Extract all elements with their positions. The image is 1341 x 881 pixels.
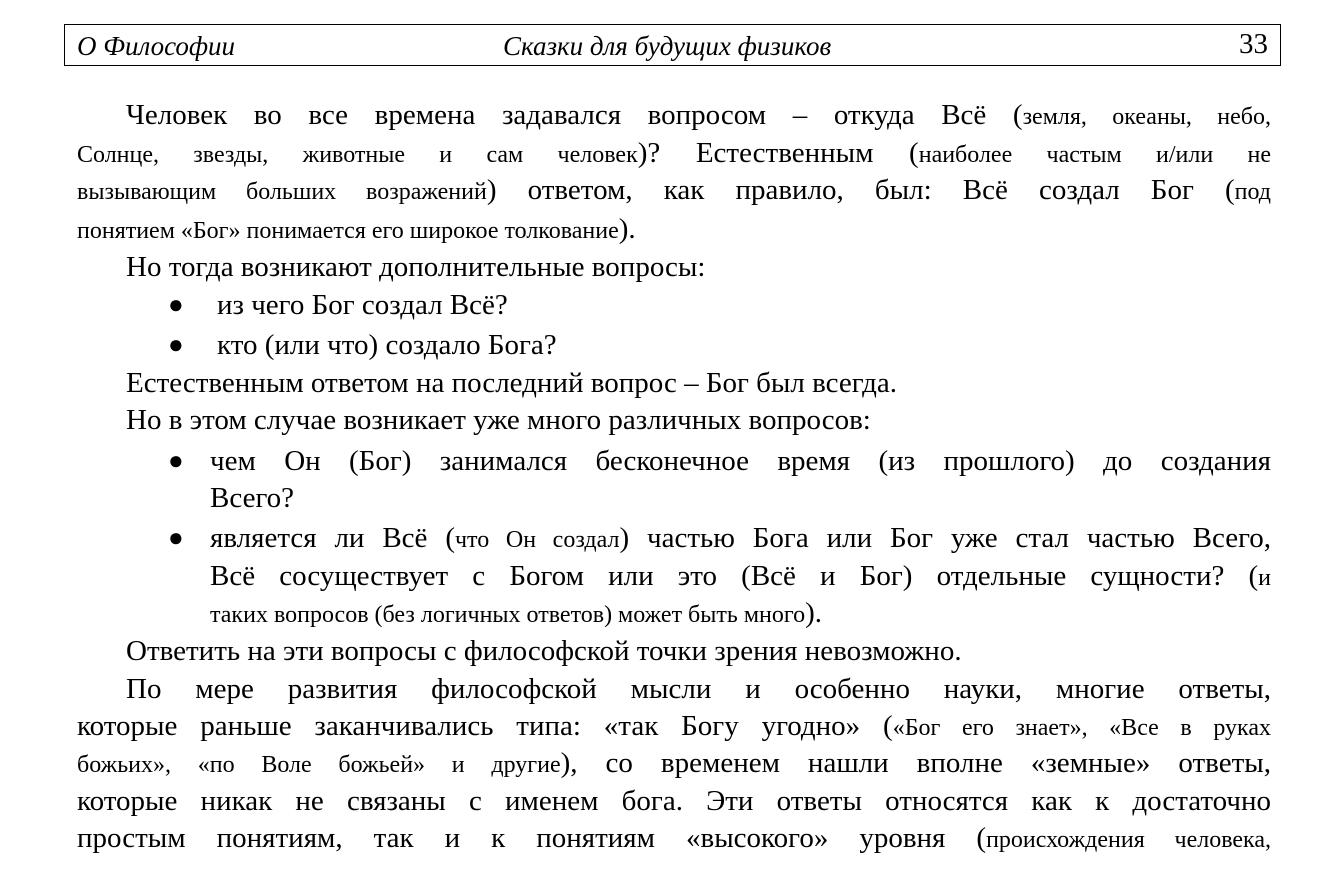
header-chapter-title: О Философии bbox=[77, 31, 236, 61]
para1-line2: Солнце, звезды, животные и сам человек)? Естественным (наиболее частым и/или не bbox=[77, 137, 1271, 169]
para6-line5: простым понятиям, так и к понятиям «высокого» уровня (происхождения человека, bbox=[77, 822, 1271, 854]
bullet2-item2-line1: является ли Всё (что Он создал) частью Бога или Бог уже стал частью Всего, bbox=[210, 522, 1271, 554]
para5: Ответить на эти вопросы с философской точки зрения невозможно. bbox=[126, 635, 962, 667]
bullet2-item1-line1: чем Он (Бог) занимался бесконечное время (из прошлого) до создания bbox=[210, 445, 1271, 477]
bullet1-item2: кто (или что) создало Бога? bbox=[217, 329, 557, 361]
para2: Но тогда возникают дополнительные вопросы: bbox=[126, 251, 706, 283]
para6-line2: которые раньше заканчивались типа: «так Богу угодно» («Бог его знает», «Все в руках bbox=[77, 710, 1271, 742]
page-header bbox=[64, 24, 1281, 66]
para1-line1: Человек во все времена задавался вопросом – откуда Всё (земля, океаны, небо, bbox=[126, 99, 1271, 131]
bullet-marker: ● bbox=[168, 290, 184, 319]
para6-line3: божьих», «по Воле божьей» и другие), со временем нашли вполне «земные» ответы, bbox=[77, 747, 1271, 779]
bullet2-item2-line2: Всё сосуществует с Богом или это (Всё и Бог) отдельные сущности? (и bbox=[210, 560, 1271, 592]
page-number: 33 bbox=[1239, 28, 1268, 60]
para1-line3: вызывающим больших возражений) ответом, как правило, был: Всё создал Бог (под bbox=[77, 174, 1271, 206]
header-book-title: Сказки для будущих физиков bbox=[503, 31, 832, 61]
bullet1-item1: из чего Бог создал Всё? bbox=[217, 289, 508, 321]
bullet-marker: ● bbox=[168, 523, 184, 552]
para1-line4: понятием «Бог» понимается его широкое толкование). bbox=[77, 213, 636, 245]
bullet-marker: ● bbox=[168, 446, 184, 475]
para4: Но в этом случае возникает уже много различных вопросов: bbox=[126, 404, 871, 436]
bullet2-item2-line3: таких вопросов (без логичных ответов) может быть много). bbox=[210, 597, 823, 629]
bullet-marker: ● bbox=[168, 330, 184, 359]
bullet2-item1-line2: Всего? bbox=[210, 482, 294, 514]
para6-line1: По мере развития философской мысли и особенно науки, многие ответы, bbox=[126, 673, 1271, 705]
para3: Естественным ответом на последний вопрос – Бог был всегда. bbox=[126, 367, 898, 399]
para6-line4: которые никак не связаны с именем бога. Эти ответы относятся как к достаточно bbox=[77, 785, 1271, 817]
